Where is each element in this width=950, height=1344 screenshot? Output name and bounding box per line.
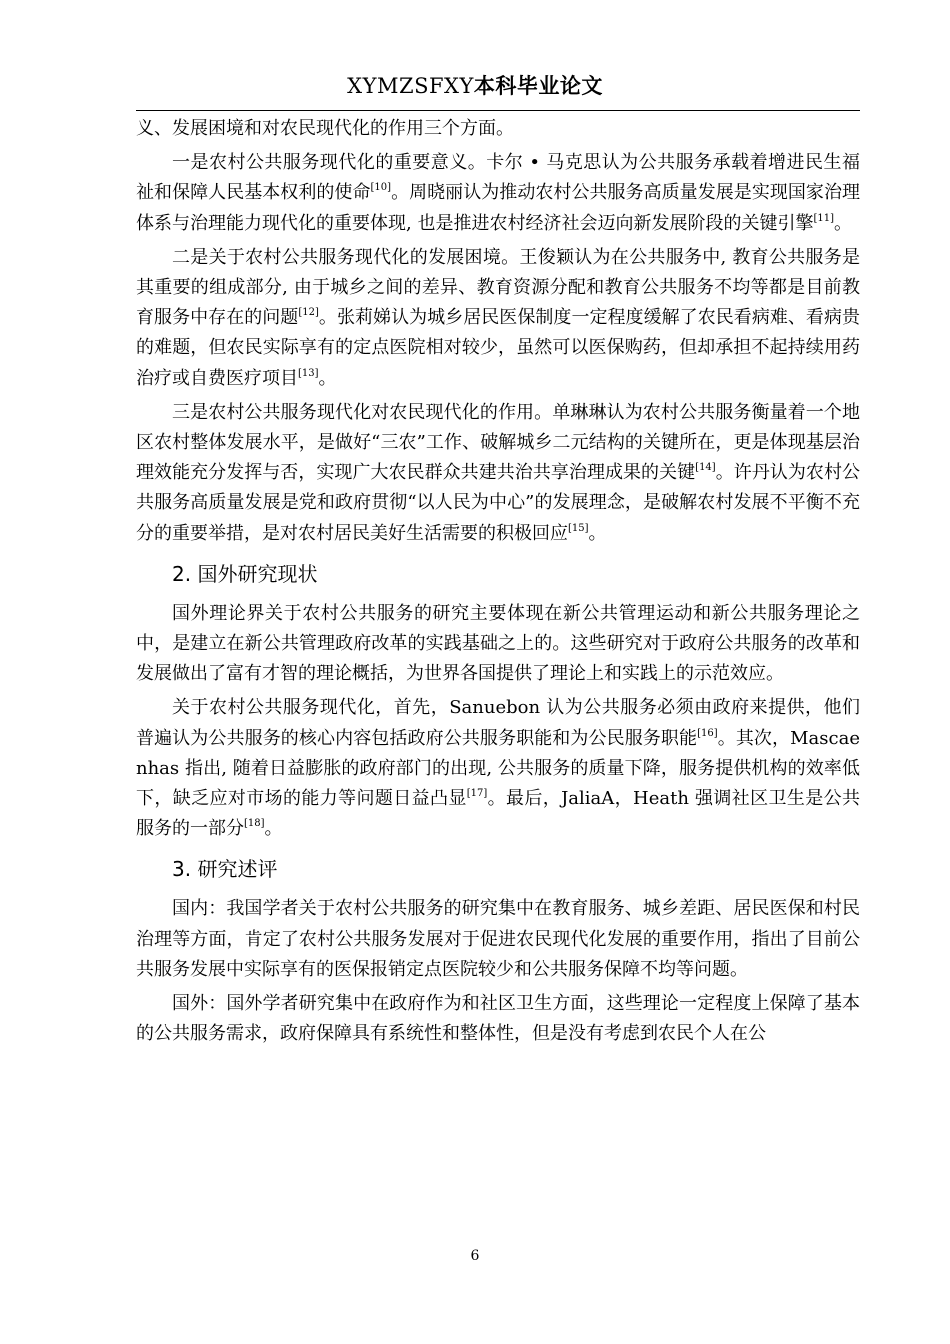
citation-ref: [12]: [298, 307, 319, 319]
header-prefix: XYMZSFXY: [347, 74, 474, 98]
section-heading-review: 3. 研究述评: [172, 857, 278, 882]
citation-ref: [13]: [298, 367, 319, 379]
paragraph-review-domestic: 国内：我国学者关于农村公共服务的研究集中在教育服务、城乡差距、居民医保和村民治理等方面，肯定了农村公共服务发展对于促进农民现代化发展的重要作用，指出了目前公共服务发展中实际享有的医保报销定点医院较少和公共服务保障不均等问题。: [136, 898, 860, 980]
paragraph-dilemma: 二是关于农村公共服务现代化的发展困境。王俊颖认为在公共服务中, 教育公共服务是其重要的组成部分, 由于城乡之间的差异、教育资源分配和教育公共服务不均等都是目前教育服务中存在的问题[12]。张莉娣认为城乡居民医保制度一定程度缓解了农民看病难、看病贵的难题，但农民实际享有的定点医院相对较少，虽然可以医保购药，但却承担不起持续用药治疗或自费医疗项目[13]。: [136, 246, 861, 389]
paragraph-foreign-modernization: 关于农村公共服务现代化，首先，Sanuebon 认为公共服务必须由政府来提供，他们普遍认为公共服务的核心内容包括政府公共服务职能和为公民服务职能[16]。其次，Mascaenhas 指出, 随着日益膨胀的政府部门的出现, 公共服务的质量下降，服务提供机构的效率低下，缺乏应对市场的能力等问题日益凸显[17]。最后，JaliaA，Heath 强调社区卫生是公共服务的一部分[18]。: [136, 697, 861, 840]
page-header: [0, 70, 950, 100]
document-body: [136, 114, 860, 1049]
citation-ref: [10]: [370, 182, 392, 194]
paragraph-continuation: 义、发展困境和对农民现代化的作用三个方面。: [136, 118, 514, 139]
citation-ref: [11]: [813, 212, 834, 224]
citation-ref: [14]: [695, 462, 716, 474]
paragraph-role: 三是农村公共服务现代化对农民现代化的作用。单琳琳认为农村公共服务衡量着一个地区农村整体发展水平，是做好“三农”工作、破解城乡二元结构的关键所在，更是体现基层治理效能充分发挥与否，实现广大农民群众共建共治共享治理成果的关键[14]。许丹认为农村公共服务高质量发展是党和政府贯彻“以人民为中心”的发展理念，是破解农村发展不平衡不充分的重要举措，是对农村居民美好生活需要的积极回应[15]。: [136, 401, 861, 544]
citation-ref: [16]: [697, 727, 718, 739]
header-title: 本科毕业论文: [473, 74, 603, 98]
citation-ref: [15]: [568, 522, 589, 534]
citation-ref: [18]: [244, 818, 265, 830]
section-heading-foreign-research: 2. 国外研究现状: [172, 561, 318, 586]
page-number: 6: [470, 1248, 480, 1264]
paragraph-foreign-theory: 国外理论界关于农村公共服务的研究主要体现在新公共管理运动和新公共服务理论之中，是建立在新公共管理政府改革的实践基础之上的。这些研究对于政府公共服务的改革和发展做出了富有才智的理论概括，为世界各国提供了理论上和实践上的示范效应。: [136, 602, 860, 685]
paragraph-significance: 一是农村公共服务现代化的重要意义。卡尔 • 马克思认为公共服务承载着增进民生福祉和保障人民基本权利的使命[10]。周晓丽认为推动农村公共服务高质量发展是实现国家治理体系与治理能力现代化的重要体现, 也是推进农村经济社会迈向新发展阶段的关键引擎[11]。: [136, 152, 861, 234]
citation-ref: [17]: [466, 788, 488, 800]
header-divider: [136, 110, 860, 111]
paragraph-review-foreign: 国外：国外学者研究集中在政府作为和社区卫生方面，这些理论一定程度上保障了基本的公共服务需求，政府保障具有系统性和整体性，但是没有考虑到农民个人在公: [136, 993, 860, 1045]
